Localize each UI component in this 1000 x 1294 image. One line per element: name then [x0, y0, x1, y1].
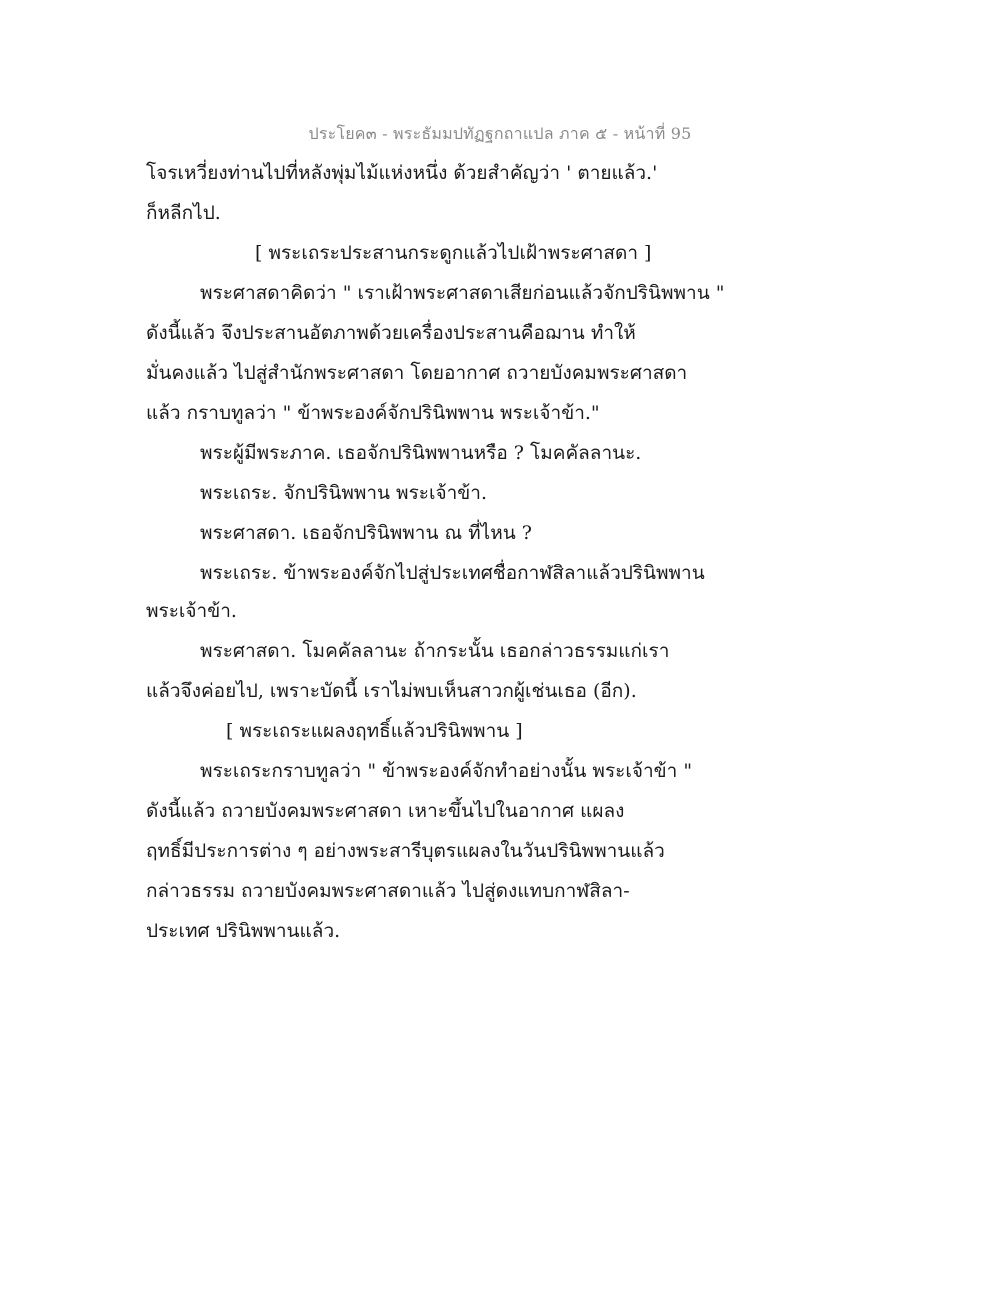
- body-line: ฤทธิ์มีประการต่าง ๆ อย่างพระสารีบุตรแผลงในวันปรินิพพานแล้ว: [146, 840, 665, 862]
- dialogue-line: พระเถระ. ข้าพระองค์จักไปสู่ประเทศชื่อกาฬสิลาแล้วปรินิพพาน: [200, 562, 705, 584]
- dialogue-line: พระศาสดา. โมคคัลลานะ ถ้ากระนั้น เธอกล่าวธรรมแก่เรา: [200, 640, 670, 662]
- body-line: แล้วจึงค่อยไป, เพราะบัดนี้ เราไม่พบเห็นสาวกผู้เช่นเธอ (อีก).: [146, 680, 637, 702]
- body-line: พระเจ้าข้า.: [146, 600, 237, 622]
- dialogue-line: พระศาสดา. เธอจักปรินิพพาน ณ ที่ไหน ?: [200, 522, 532, 544]
- dialogue-line: พระผู้มีพระภาค. เธอจักปรินิพพานหรือ ? โมคคัลลานะ.: [200, 442, 642, 464]
- body-line: แล้ว กราบทูลว่า " ข้าพระองค์จักปรินิพพาน พระเจ้าข้า.": [146, 402, 600, 424]
- body-line: พระเถระกราบทูลว่า " ข้าพระองค์จักทำอย่างนั้น พระเจ้าข้า ": [200, 760, 693, 782]
- body-line: ก็หลีกไป.: [146, 202, 221, 224]
- body-line: โจรเหวี่ยงท่านไปที่หลังพุ่มไม้แห่งหนึ่ง ด้วยสำคัญว่า ' ตายแล้ว.': [146, 162, 658, 184]
- body-line: กล่าวธรรม ถวายบังคมพระศาสดาแล้ว ไปสู่ดงแทบกาฬสิลา-: [146, 880, 630, 902]
- body-line: ดังนี้แล้ว จึงประสานอัตภาพด้วยเครื่องประสานคือฌาน ทำให้: [146, 322, 636, 344]
- body-line: มั่นคงแล้ว ไปสู่สำนักพระศาสดา โดยอากาศ ถวายบังคมพระศาสดา: [146, 362, 688, 384]
- page-header: ประโยค๓ - พระธัมมปทัฏฐกถาแปล ภาค ๕ - หน้าที่ 95: [308, 124, 692, 143]
- body-line: ดังนี้แล้ว ถวายบังคมพระศาสดา เหาะขึ้นไปในอากาศ แผลง: [146, 800, 625, 822]
- dialogue-line: พระเถระ. จักปรินิพพาน พระเจ้าข้า.: [200, 482, 487, 504]
- section-heading: [ พระเถระประสานกระดูกแล้วไปเฝ้าพระศาสดา ]: [255, 242, 652, 264]
- body-line: ประเทศ ปรินิพพานแล้ว.: [146, 920, 341, 942]
- section-heading: [ พระเถระแผลงฤทธิ์แล้วปรินิพพาน ]: [226, 720, 523, 742]
- body-line: พระศาสดาคิดว่า " เราเฝ้าพระศาสดาเสียก่อนแล้วจักปรินิพพาน ": [200, 282, 725, 304]
